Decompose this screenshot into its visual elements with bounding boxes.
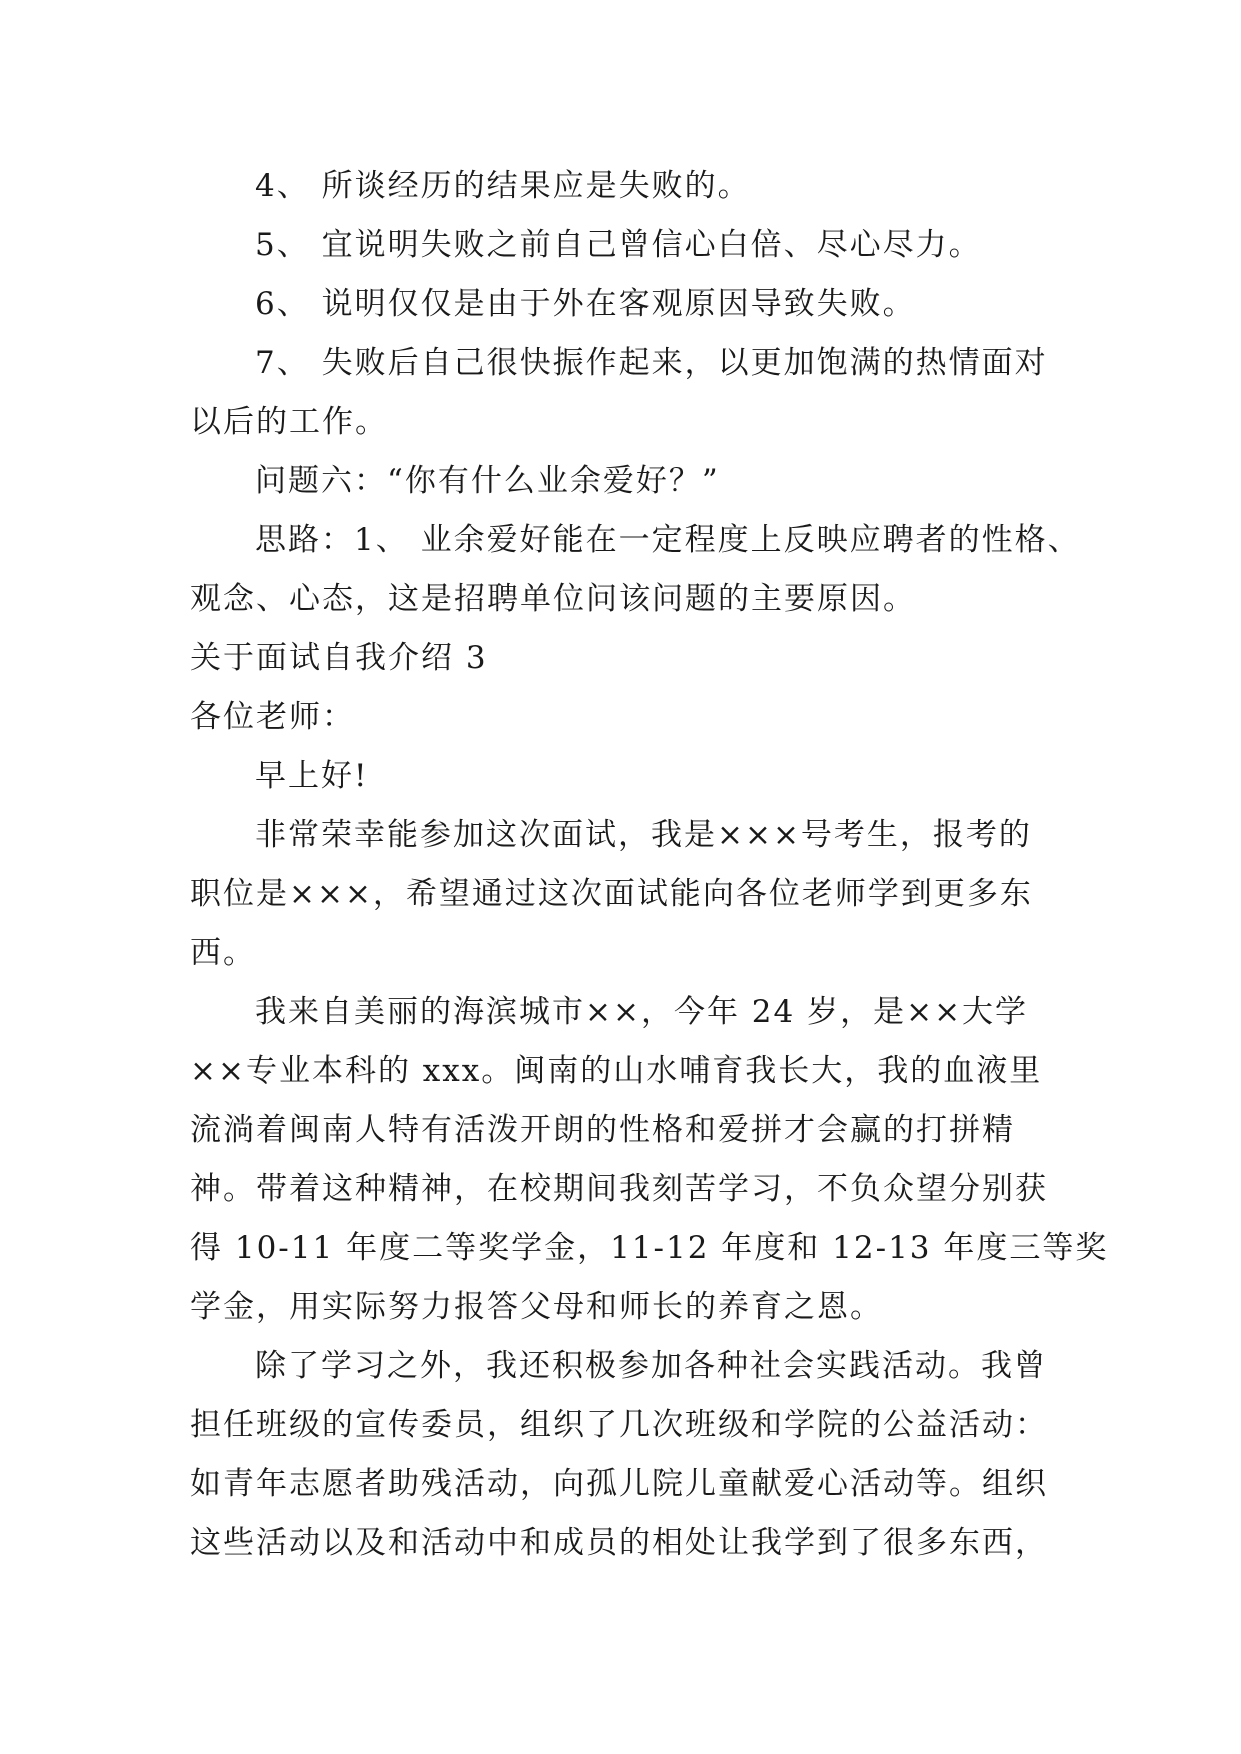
paragraph-line: 西。 bbox=[190, 935, 256, 971]
paragraph-line: 得 10-11 年度二等奖学金，11-12 年度和 12-13 年度三等奖 bbox=[190, 1230, 1109, 1266]
paragraph-line: ××专业本科的 xxx。闽南的山水哺育我长大，我的血液里 bbox=[190, 1053, 1043, 1089]
list-item-7-continued: 以后的工作。 bbox=[190, 404, 388, 440]
paragraph-line: 担任班级的宣传委员，组织了几次班级和学院的公益活动： bbox=[190, 1407, 1048, 1443]
paragraph-line: 如青年志愿者助残活动，向孤儿院儿童献爱心活动等。组织 bbox=[190, 1466, 1048, 1502]
greeting: 早上好! bbox=[255, 758, 369, 794]
paragraph-line: 流淌着闽南人特有活泼开朗的性格和爱拼才会赢的打拼精 bbox=[190, 1112, 1015, 1148]
paragraph-line: 我来自美丽的海滨城市××，今年 24 岁，是××大学 bbox=[255, 994, 1029, 1030]
paragraph-line: 非常荣幸能参加这次面试，我是×××号考生，报考的 bbox=[255, 817, 1032, 853]
salutation: 各位老师： bbox=[190, 699, 355, 735]
paragraph-line: 神。带着这种精神，在校期间我刻苦学习，不负众望分别获 bbox=[190, 1171, 1048, 1207]
approach-paragraph-continued: 观念、心态，这是招聘单位问该问题的主要原因。 bbox=[190, 581, 916, 617]
list-item-6: 6、 说明仅仅是由于外在客观原因导致失败。 bbox=[255, 286, 916, 322]
list-item-4: 4、 所谈经历的结果应是失败的。 bbox=[255, 168, 751, 204]
paragraph-line: 这些活动以及和活动中和成员的相处让我学到了很多东西， bbox=[190, 1525, 1048, 1561]
question-six: 问题六：“你有什么业余爱好？” bbox=[255, 463, 720, 499]
paragraph-line: 学金，用实际努力报答父母和师长的养育之恩。 bbox=[190, 1289, 883, 1325]
paragraph-line: 除了学习之外，我还积极参加各种社会实践活动。我曾 bbox=[255, 1348, 1047, 1384]
approach-paragraph: 思路：1、 业余爱好能在一定程度上反映应聘者的性格、 bbox=[255, 522, 1081, 558]
paragraph-line: 职位是×××，希望通过这次面试能向各位老师学到更多东 bbox=[190, 876, 1033, 912]
list-item-5: 5、 宜说明失败之前自己曾信心白倍、尽心尽力。 bbox=[255, 227, 982, 263]
list-item-7: 7、 失败后自己很快振作起来，以更加饱满的热情面对 bbox=[255, 345, 1048, 381]
section-heading: 关于面试自我介绍 3 bbox=[190, 640, 488, 676]
